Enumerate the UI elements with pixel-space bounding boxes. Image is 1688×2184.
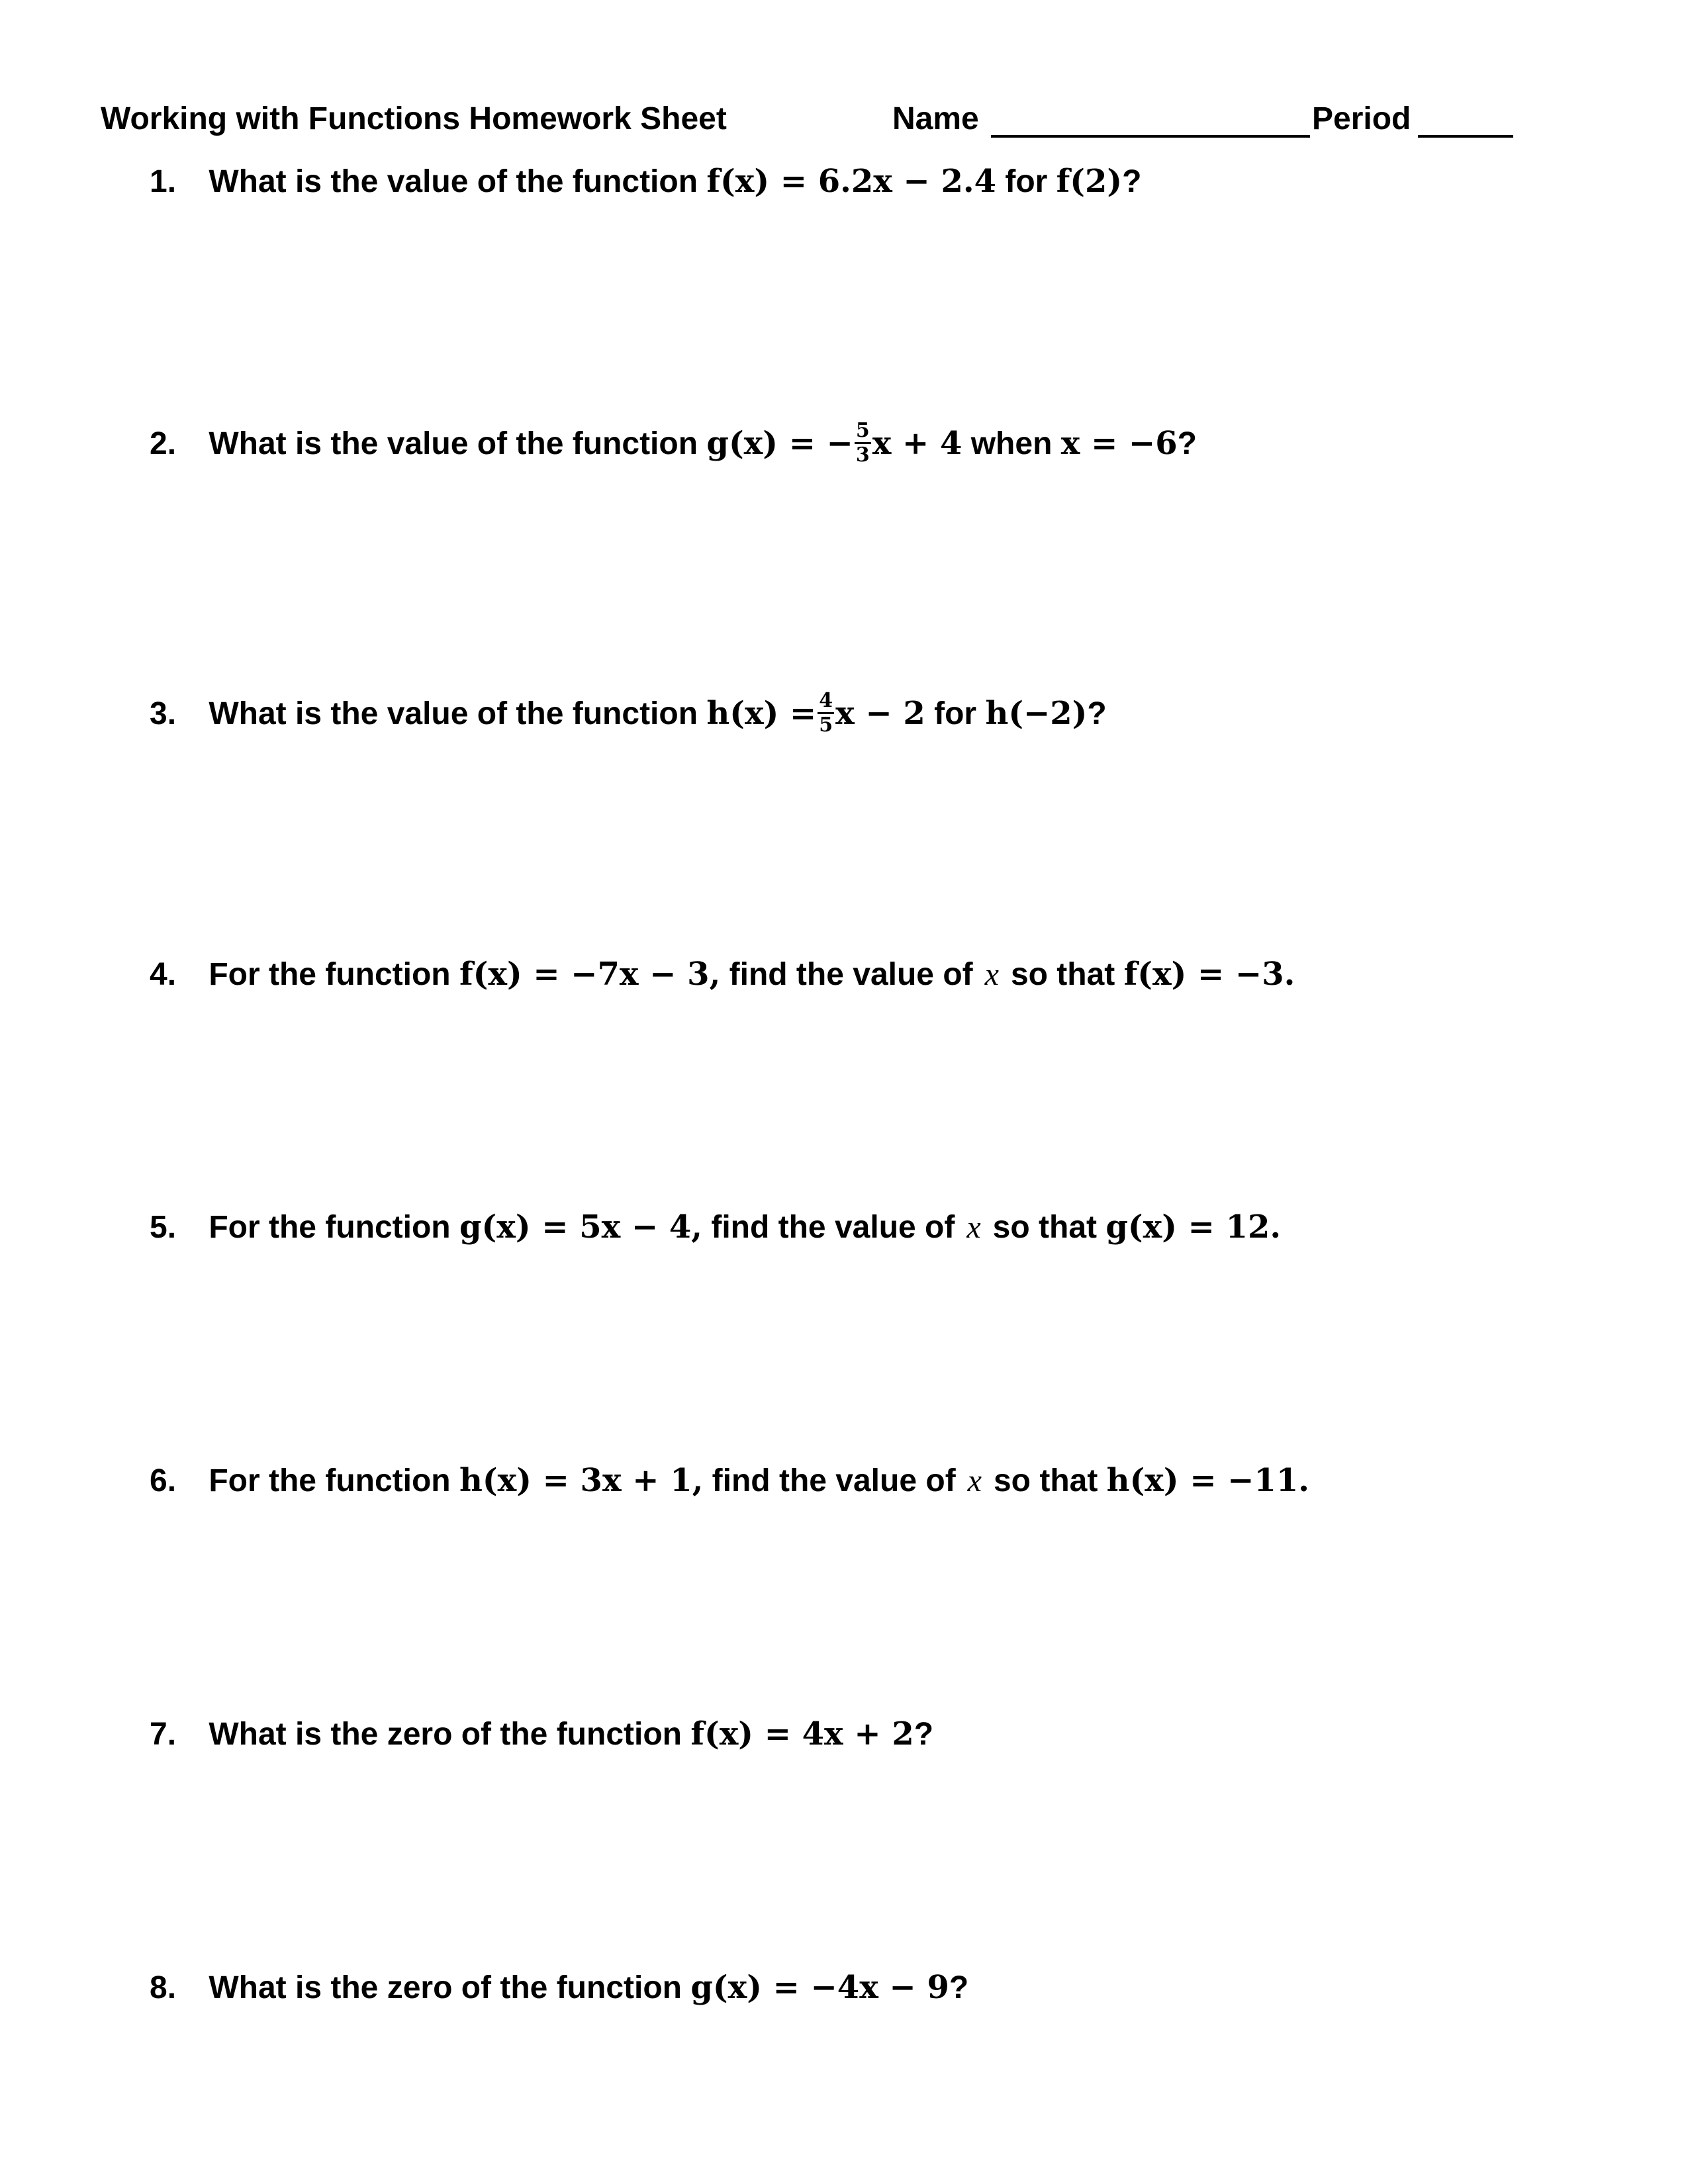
question-instruction: find the value of — [712, 1463, 956, 1498]
function-expression-start: h(x) = — [706, 695, 817, 733]
fraction-denominator: 5 — [819, 713, 833, 737]
question-mark: ? — [1177, 426, 1197, 462]
worksheet-title: Working with Functions Homework Sheet — [101, 101, 727, 136]
input-condition: x = −6 — [1060, 425, 1178, 463]
question-number: 6. — [150, 1463, 177, 1498]
question-number: 4. — [150, 957, 177, 992]
name-blank-line[interactable] — [991, 135, 1310, 138]
output-condition: h(x) = −11. — [1106, 1462, 1309, 1499]
fraction-numerator: 5 — [855, 421, 871, 444]
function-expression: f(x) = 6.2x − 2.4 — [706, 163, 996, 200]
question-1 — [150, 163, 1141, 201]
question-text: For the function — [209, 1463, 451, 1498]
function-expression: h(x) = 3x + 1, — [459, 1462, 704, 1499]
question-mark: ? — [1087, 696, 1107, 732]
question-4 — [150, 956, 1295, 994]
question-number: 8. — [150, 1970, 177, 2005]
question-connector: when — [970, 426, 1053, 462]
variable-x: x — [984, 957, 999, 992]
output-condition: f(x) = −3. — [1123, 956, 1295, 993]
fraction — [855, 421, 871, 465]
question-5 — [150, 1208, 1281, 1247]
question-3 — [150, 689, 1107, 738]
fraction-denominator: 3 — [855, 443, 870, 467]
function-expression: f(x) = −7x − 3, — [459, 956, 721, 993]
worksheet-header — [101, 101, 1524, 147]
question-7 — [150, 1715, 933, 1754]
question-number: 3. — [150, 696, 177, 732]
period-blank-line[interactable] — [1418, 135, 1513, 138]
function-input: h(−2) — [985, 695, 1088, 733]
function-expression-end: x + 4 — [872, 425, 962, 463]
variable-x: x — [966, 1210, 981, 1245]
variable-x: x — [967, 1463, 982, 1498]
function-expression: g(x) = −4x − 9 — [690, 1969, 949, 2006]
question-2 — [150, 419, 1197, 468]
question-number: 1. — [150, 164, 177, 199]
function-expression-end: x − 2 — [835, 695, 925, 733]
function-expression: g(x) = 5x − 4, — [459, 1208, 702, 1246]
question-6 — [150, 1462, 1309, 1500]
function-input: f(2) — [1056, 163, 1123, 200]
question-connector: for — [1005, 164, 1048, 199]
fraction — [818, 691, 834, 735]
question-instruction: find the value of — [711, 1210, 955, 1245]
question-mark: ? — [949, 1970, 969, 2005]
question-connector: so that — [992, 1210, 1097, 1245]
output-condition: g(x) = 12. — [1105, 1208, 1282, 1246]
question-text: What is the value of the function — [209, 164, 698, 199]
question-number: 2. — [150, 426, 177, 462]
function-expression-start: g(x) = − — [706, 425, 853, 463]
question-instruction: find the value of — [729, 957, 973, 992]
question-text: What is the value of the function — [209, 696, 698, 732]
question-text: For the function — [209, 957, 451, 992]
name-label: Name — [892, 101, 979, 136]
question-connector: for — [934, 696, 977, 732]
function-expression: f(x) = 4x + 2 — [690, 1715, 914, 1752]
question-connector: so that — [993, 1463, 1098, 1498]
question-number: 5. — [150, 1210, 177, 1245]
question-8 — [150, 1969, 968, 2007]
question-mark: ? — [914, 1717, 934, 1752]
period-label: Period — [1312, 101, 1411, 136]
question-text: What is the value of the function — [209, 426, 698, 462]
question-text: For the function — [209, 1210, 451, 1245]
fraction-numerator: 4 — [818, 691, 834, 714]
question-text: What is the zero of the function — [209, 1717, 682, 1752]
question-text: What is the zero of the function — [209, 1970, 682, 2005]
question-mark: ? — [1122, 164, 1142, 199]
question-connector: so that — [1010, 957, 1115, 992]
question-number: 7. — [150, 1717, 177, 1752]
